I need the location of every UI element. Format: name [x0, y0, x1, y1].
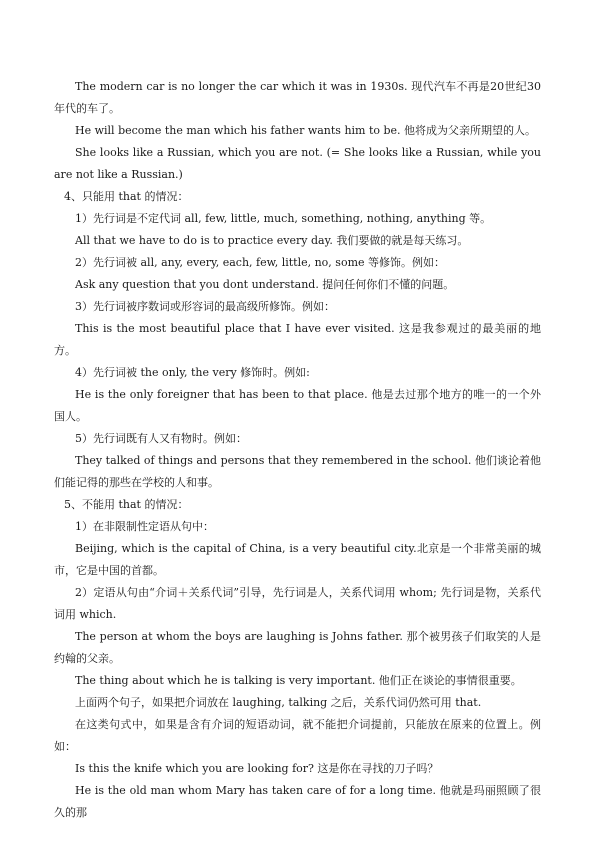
section-heading-only-that: 4、只能用 that 的情况：: [64, 190, 189, 203]
rule-people-and-things: 5）先行词既有人又有物时。例如：: [75, 432, 247, 445]
example-johns-father: The person at whom the boys are laughing is Johns father. 那个被男孩子们取笑的人是约翰的父亲。: [54, 630, 541, 665]
example-practice: All that we have to do is to practice every day. 我们要做的就是每天练习。: [75, 234, 469, 247]
example-ask-question: Ask any question that you dont understand. 提问任何你们不懂的问题。: [75, 278, 455, 291]
rule-ordinal-superlative: 3）先行词被序数词或形容词的最高级所修饰。例如：: [75, 300, 335, 313]
paragraph-car-1930s: The modern car is no longer the car which it was in 1930s. 现代汽车不再是20世纪30年代的车了。: [54, 80, 541, 115]
example-beijing: Beijing, which is the capital of China, is a very beautiful city.北京是一个非常美丽的城市，它是中国的首都。: [54, 542, 541, 577]
example-thing-talking: The thing about which he is talking is very important. 他们正在谈论的事情很重要。: [75, 674, 522, 687]
note-preposition-after: 上面两个句子，如果把介词放在 laughing, talking 之后，关系代词仍然可用 that.: [75, 696, 482, 709]
example-old-man: He is the old man whom Mary has taken care of for a long time. 他就是玛丽照顾了很久的那: [54, 784, 541, 819]
rule-modified-by-all: 2）先行词被 all, any, every, each, few, little, no, some 等修饰。例如：: [75, 256, 446, 269]
rule-indefinite-pronoun: 1）先行词是不定代词 all, few, little, much, something, nothing, anything 等。: [75, 212, 492, 225]
example-knife: Is this the knife which you are looking for? 这是你在寻找的刀子吗？: [75, 762, 439, 775]
paragraph-russian: She looks like a Russian, which you are not. (= She looks like a Russian, while you are not like a Russian.): [54, 146, 541, 181]
example-beautiful-place: This is the most beautiful place that I have ever visited. 这是我参观过的最美丽的地方。: [54, 322, 541, 357]
example-only-foreigner: He is the only foreigner that has been to that place. 他是去过那个地方的唯一的一个外国人。: [54, 388, 541, 423]
paragraph-father-wants: He will become the man which his father wants him to be. 他将成为父亲所期望的人。: [75, 124, 537, 137]
note-phrasal-verb: 在这类句式中，如果是含有介词的短语动词，就不能把介词提前，只能放在原来的位置上。例如：: [54, 718, 541, 753]
rule-preposition-relative: 2）定语从句由“介词＋关系代词”引导，先行词是人，关系代词用 whom; 先行词是物，关系代词用 which.: [54, 586, 541, 621]
rule-the-only: 4）先行词被 the only, the very 修饰时。例如:: [75, 366, 310, 379]
example-things-persons: They talked of things and persons that they remembered in the school. 他们谈论着他们能记得的那些在学校的人和事。: [54, 454, 541, 489]
document-body: [54, 76, 541, 824]
section-heading-no-that: 5、不能用 that 的情况：: [64, 498, 189, 511]
rule-non-restrictive: 1）在非限制性定语从句中：: [75, 520, 214, 533]
